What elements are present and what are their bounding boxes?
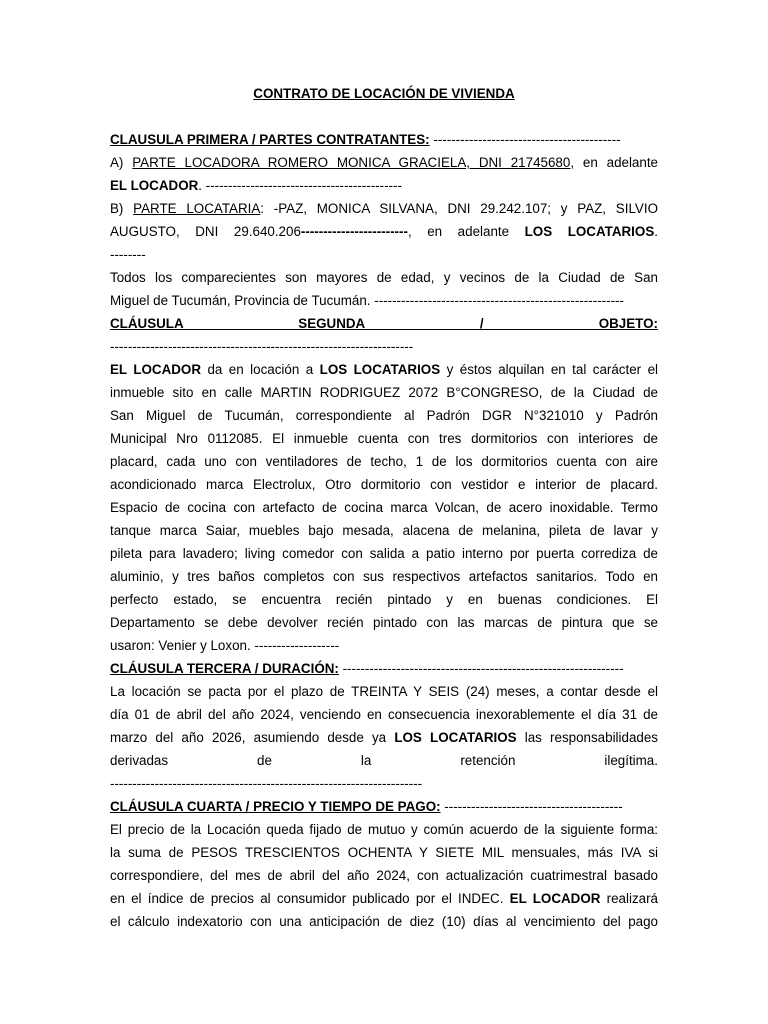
clause-3-word: la (360, 753, 372, 768)
clause-4-line: la suma de PESOS TRESCIENTOS OCHENTA Y SIETE MIL mensuales, más IVA si (110, 845, 658, 860)
spacer (110, 105, 658, 128)
party-a-line (110, 151, 658, 174)
party-b-line-1 (110, 197, 658, 220)
clause-4-role: EL LOCADOR (509, 891, 601, 906)
clause-2-text-2: y éstos alquilan en tal carácter el (440, 362, 658, 377)
clause-2-line: Municipal Nro 0112085. El inmueble cuenta con tres dormitorios con interiores de (110, 431, 658, 446)
contract-page (110, 0, 658, 1024)
party-b-bold-dashes: ------------------------ (300, 224, 408, 239)
party-b-text-1: : -PAZ, MONICA SILVANA, DNI 29.242.107; y PAZ, SILVIO (260, 201, 658, 216)
clause-3-word: derivadas (110, 753, 169, 768)
clause-3-line-2: día 01 de abril del año 2024, venciendo en consecuencia inexorablemente el día 31 de (110, 707, 658, 722)
clause-3-word: retención (460, 753, 516, 768)
clause-4-text-b: realizará (600, 891, 658, 906)
party-b-text-3: , en adelante (407, 224, 525, 239)
clause-2-word-2: SEGUNDA (298, 316, 365, 331)
clause-1-heading: CLAUSULA PRIMERA / PARTES CONTRATANTES: (110, 132, 430, 147)
clause-4-heading: CLÁUSULA CUARTA / PRECIO Y TIEMPO DE PAGO: (110, 799, 441, 814)
clause-4-line: El precio de la Locación queda fijado de mutuo y común acuerdo de la siguiente forma: (110, 822, 658, 837)
clause-2-line: Departamento se debe devolver recién pintado con las marcas de pintura que se (110, 615, 658, 630)
clause-3-text-b: las responsabilidades (516, 730, 658, 745)
clause-2-line: inmueble sito en calle MARTIN RODRIGUEZ 2072 B°CONGRESO, de la Ciudad de (110, 385, 658, 400)
clause-2-line: tanque marca Saiar, muebles bajo mesada, alacena de melanina, pileta de lavar y (110, 523, 658, 538)
party-a-name: PARTE LOCADORA ROMERO MONICA GRACIELA, DNI 21745680 (132, 155, 571, 170)
clause-2-word-4: OBJETO: (598, 316, 658, 331)
clause-3-line-3 (110, 726, 658, 749)
clause-3-text-a: marzo del año 2026, asumiendo desde ya (110, 730, 395, 745)
clause-3-heading-dashes: --------------------------------------------------------------- (338, 661, 624, 676)
document-title: CONTRATO DE LOCACIÓN DE VIVIENDA (253, 86, 515, 101)
clause-1-heading-line (110, 128, 658, 151)
clause-3-dashes: ---------------------------------------------------------------------- (110, 776, 423, 791)
party-a-prefix: A) (110, 155, 133, 170)
party-b-label: PARTE LOCATARIA (133, 201, 261, 216)
party-a-tail: . -------------------------------------------- (198, 178, 402, 193)
clause-2-line: perfecto estado, se encuentra recién pintado y en buenas condiciones. El (110, 592, 658, 607)
clause-2-heading (110, 312, 658, 335)
clause-2-role-locatarios: LOS LOCATARIOS (319, 362, 441, 377)
clause-3-heading: CLÁUSULA TERCERA / DURACIÓN: (110, 661, 339, 676)
clause-2-dashes: -------------------------------------------------------------------- (110, 339, 414, 354)
clause-2-text-1: da en locación a (201, 362, 320, 377)
party-b-dashes: -------- (110, 247, 146, 262)
clause-2-line-1 (110, 358, 658, 381)
clause-4-line-4 (110, 887, 658, 910)
party-a-suffix: , en adelante (570, 155, 658, 170)
clause-3-line-1: La locación se pacta por el plazo de TREINTA Y SEIS (24) meses, a contar desde el (110, 684, 658, 699)
clause-4-line: correspondiere, del mes de abril del año 2024, con actualización cuatrimestral basado (110, 868, 658, 883)
clause-2-line: pileta para lavadero; living comedor con salida a patio interno por puerta corrediza de (110, 546, 658, 561)
parties-note-line-1: Todos los comparecientes son mayores de edad, y vecinos de la Ciudad de San (110, 270, 658, 285)
party-b-tail: . (654, 224, 658, 239)
party-b-line-2 (110, 220, 658, 243)
clause-3-line-4 (110, 749, 658, 772)
clause-4-heading-line (110, 795, 658, 818)
clause-3-word: de (257, 753, 272, 768)
clause-2-last-line: usaron: Venier y Loxon. ------------------- (110, 638, 340, 653)
clause-4-heading-dashes: ---------------------------------------- (440, 799, 623, 814)
clause-2-line: acondicionado marca Electrolux, Otro dormitorio con vestidor e interior de placard. (110, 477, 658, 492)
clause-2-line: aluminio, y tres baños completos con sus respectivos artefactos sanitarios. Todo en (110, 569, 658, 584)
party-b-prefix: B) (110, 201, 134, 216)
party-a-role-line (110, 174, 658, 197)
clause-2-word-3: / (479, 316, 484, 331)
clause-2-line: placard, cada uno con ventiladores de techo, 1 de los dormitorios cuenta con aire (110, 454, 658, 469)
clause-2-line: Espacio de cocina con artefacto de cocina marca Volcan, de acero inoxidable. Termo (110, 500, 658, 515)
clause-1-heading-dashes: ------------------------------------------ (429, 132, 621, 147)
party-b-role: LOS LOCATARIOS (524, 224, 655, 239)
party-b-text-2: AUGUSTO, DNI 29.640.206 (110, 224, 301, 239)
clause-3-heading-line (110, 657, 658, 680)
party-a-role: EL LOCADOR (110, 178, 199, 193)
clause-2-line: San Miguel de Tucumán, correspondiente al Padrón DGR N°321010 y Padrón (110, 408, 658, 423)
clause-2-word-1: CLÁUSULA (110, 316, 184, 331)
clause-3-role: LOS LOCATARIOS (394, 730, 517, 745)
parties-note-line-2: Miguel de Tucumán, Provincia de Tucumán. -------------------------------------------------------- (110, 293, 624, 308)
clause-4-line-5: el cálculo indexatorio con una anticipación de diez (10) días al vencimiento del pago (110, 914, 658, 929)
clause-4-text-a: en el índice de precios al consumidor publicado por el INDEC. (110, 891, 510, 906)
clause-2-role-locador: EL LOCADOR (110, 362, 202, 377)
clause-3-word: ilegítima. (604, 753, 658, 768)
